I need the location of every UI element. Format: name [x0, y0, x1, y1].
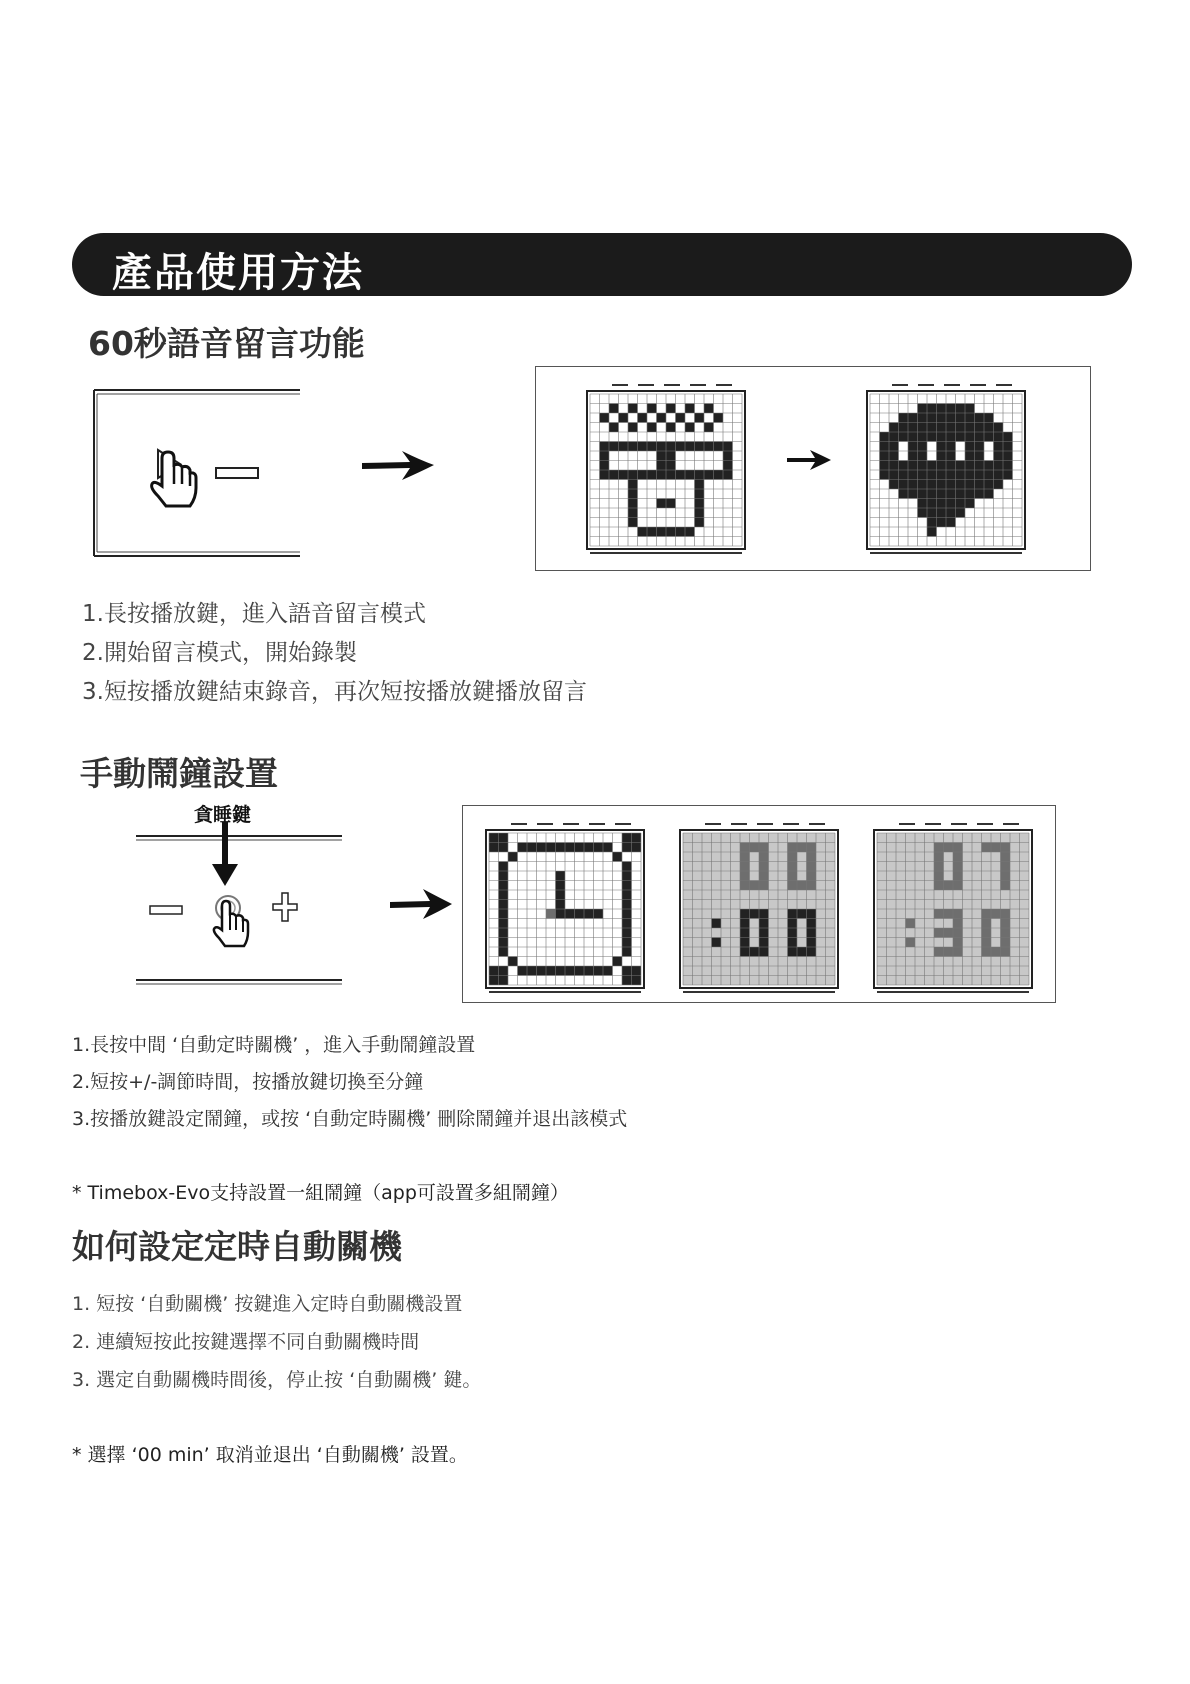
voice-message-display-frame	[535, 366, 1091, 571]
pixel-display-clock	[483, 821, 648, 993]
arrow-right-icon	[360, 448, 436, 482]
auto-off-step-1: 1. 短按 ‘自動關機’ 按鍵進入定時自動關機設置	[72, 1293, 463, 1315]
pixel-display-cat	[584, 382, 749, 554]
alarm-heading: 手動鬧鐘設置	[80, 754, 278, 793]
voice-step-3: 3.短按播放鍵結束錄音，再次短按播放鍵播放留言	[82, 679, 587, 705]
pixel-display-hours	[677, 821, 842, 993]
alarm-display-frame	[462, 805, 1056, 1003]
hand-pointer-icon	[214, 896, 248, 946]
minus-icon	[150, 906, 182, 914]
page-title: 產品使用方法	[112, 250, 364, 296]
arrow-right-icon	[785, 447, 833, 473]
pixel-display-speech-bubble	[864, 382, 1029, 554]
arrow-right-icon	[388, 886, 454, 922]
play-button-illustration	[92, 388, 302, 560]
voice-message-heading: 60秒語音留言功能	[88, 324, 365, 363]
alarm-step-2: 2.短按+/-調節時間，按播放鍵切換至分鐘	[72, 1071, 424, 1093]
alarm-button-illustration	[130, 820, 352, 990]
alarm-note: * Timebox-Evo支持設置一組鬧鐘（app可設置多組鬧鐘）	[72, 1182, 569, 1204]
arrow-down-icon	[212, 822, 238, 886]
snooze-label: 貪睡鍵	[194, 804, 252, 826]
pixel-display-minutes	[871, 821, 1036, 993]
section-banner	[72, 233, 1132, 296]
plus-icon	[273, 893, 297, 921]
auto-off-note: * 選擇 ‘00 min’ 取消並退出 ‘自動關機’ 設置。	[72, 1444, 468, 1466]
alarm-step-1: 1.長按中間 ‘自動定時關機’ ，進入手動鬧鐘設置	[72, 1034, 476, 1056]
voice-step-1: 1.長按播放鍵，進入語音留言模式	[82, 601, 426, 627]
alarm-step-3: 3.按播放鍵設定鬧鐘，或按 ‘自動定時關機’ 刪除鬧鐘并退出該模式	[72, 1108, 628, 1130]
auto-off-step-2: 2. 連續短按此按鍵選擇不同自動關機時間	[72, 1331, 420, 1353]
auto-off-step-3: 3. 選定自動關機時間後，停止按 ‘自動關機’ 鍵。	[72, 1369, 482, 1391]
voice-step-2: 2.開始留言模式，開始錄製	[82, 640, 357, 666]
auto-off-heading: 如何設定定時自動關機	[72, 1227, 402, 1266]
minus-icon	[216, 468, 258, 478]
